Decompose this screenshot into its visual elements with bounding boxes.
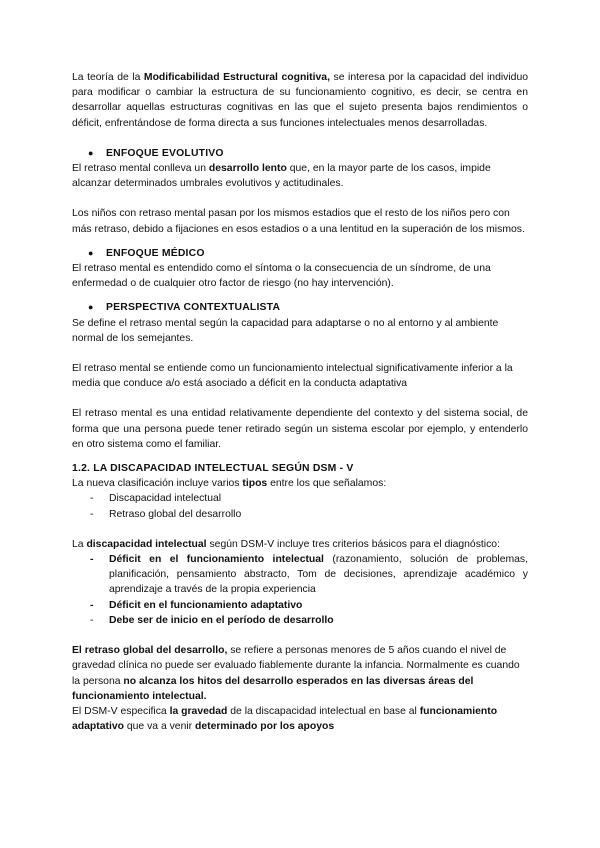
list-item: - Debe ser de inicio en el período de desarrollo: [90, 614, 334, 626]
tipos-list: [72, 491, 528, 521]
paragraph: Los niños con retraso mental pasan por los mismos estadios que el resto de los niños pero con más retraso, debido a fijaciones en esos estadios o a una lentitud en la superación de los mismos.: [72, 208, 525, 235]
paragraph: Se define el retraso mental según la capacidad para adaptarse o no al entorno y al ambiente normal de los semejantes.: [72, 317, 499, 344]
paragraph: El retraso mental se entiende como un funcionamiento intelectual significativamente inferior a la media que conduce a/o está asociado a déficit en la conducta adaptativa: [72, 363, 513, 390]
section-heading-evolutivo: ● ENFOQUE EVOLUTIVO: [72, 146, 528, 161]
document-page: [72, 70, 528, 734]
paragraph: El retraso global del desarrollo, se refiere a personas menores de 5 años cuando el nivel de gravedad clínica no puede ser evaluado fiablemente durante la infancia. Normalmente es cuando la persona no alcanza los hitos del desarrollo esperados en las diversas áreas del funcionamiento intelectual.: [72, 645, 520, 702]
paragraph: La discapacidad intelectual según DSM-V incluye tres criterios básicos para el diagnóstico:: [72, 538, 500, 550]
intro-paragraph: La teoría de la Modificabilidad Estructural cognitiva, se interesa por la capacidad del individuo para modificar o cambiar la estructura de su funcionamiento cognitivo, es decir, se centra en desarrollar aquellas estructuras cognitivas en las que el sujeto presenta bajos rendimientos o déficit, enfrentándose de forma directa a sus funciones intelectuales menos desarrolladas.: [72, 72, 529, 129]
section-heading-medico: ● ENFOQUE MÉDICO: [72, 246, 528, 261]
paragraph: La nueva clasificación incluye varios tipos entre los que señalamos:: [72, 478, 387, 490]
bullet-icon: ●: [88, 147, 94, 158]
section-heading-contextualista: ● PERSPECTIVA CONTEXTUALISTA: [72, 300, 528, 315]
paragraph: El retraso mental es entendido como el síntoma o la consecuencia de un síndrome, de una enfermedad o de cualquier otro factor de riesgo (no hay intervención).: [72, 263, 491, 290]
criterios-list: [72, 552, 528, 628]
paragraph: El retraso mental es una entidad relativamente dependiente del contexto y del sistema social, de forma que una persona puede tener retirado según un sistema escolar por ejemplo, y entenderlo en otro sistema como el familiar.: [72, 408, 528, 450]
list-item: - Déficit en el funcionamiento adaptativo: [90, 599, 303, 611]
section-heading-dsm: 1.2. LA DISCAPACIDAD INTELECTUAL SEGÚN DSM - V: [72, 463, 354, 475]
paragraph: El DSM-V especifica la gravedad de la discapacidad intelectual en base al funcionamiento adaptativo que va a venir determinado por los apoyos: [72, 705, 498, 733]
bold-term: Modificabilidad Estructural cognitiva,: [143, 72, 330, 83]
bullet-icon: ●: [88, 247, 94, 258]
list-item: - Déficit en el funcionamiento intelectual (razonamiento, solución de problemas, planificación, pensamiento abstracto, Tom de decisiones, aprendizaje académico y aprendizaje a través de la propia experiencia: [90, 554, 528, 596]
bullet-icon: ●: [88, 302, 94, 313]
list-item: - Discapacidad intelectual: [90, 493, 222, 505]
paragraph: El retraso mental conlleva un desarrollo lento que, en la mayor parte de los casos, impide alcanzar determinados umbrales evolutivos y actitudinales.: [72, 163, 491, 190]
list-item: - Retraso global del desarrollo: [90, 508, 242, 520]
